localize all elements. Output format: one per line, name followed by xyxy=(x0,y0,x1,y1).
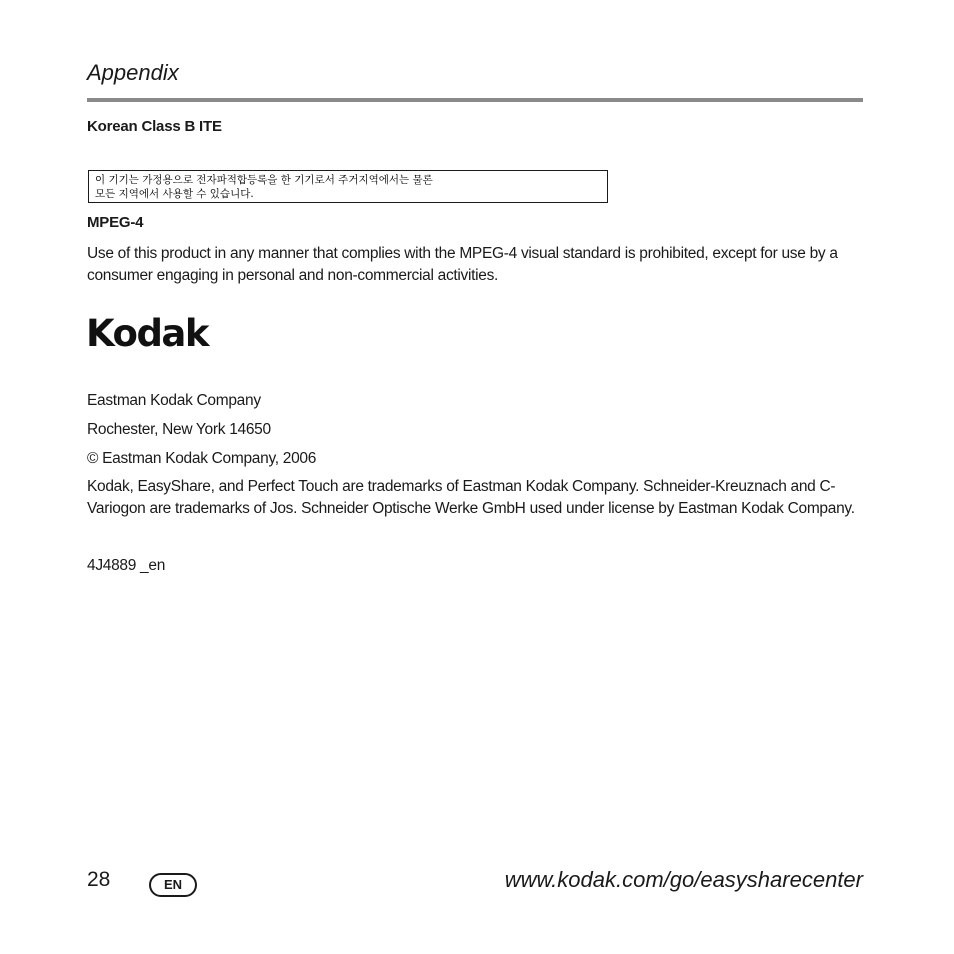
footer-url-link[interactable]: www.kodak.com/go/easysharecenter xyxy=(504,867,863,892)
kodak-logo: Kodak xyxy=(86,312,208,355)
korean-class-heading: Korean Class B ITE xyxy=(87,118,222,135)
company-name: Eastman Kodak Company xyxy=(87,392,261,409)
mpeg4-body: Use of this product in any manner that complies with the MPEG-4 visual standard is prohibited, except for use by a consumer engaging in personal and non-commercial activities. xyxy=(87,245,838,284)
page-number: 28 xyxy=(87,868,111,891)
korean-notice-box xyxy=(88,170,608,203)
company-address: Rochester, New York 14650 xyxy=(87,421,271,438)
korean-notice-line-2: 모든 지역에서 사용할 수 있습니다. xyxy=(95,188,254,200)
mpeg4-heading: MPEG-4 xyxy=(87,214,144,231)
copyright-notice: © Eastman Kodak Company, 2006 xyxy=(87,450,317,467)
part-number: 4J4889 _en xyxy=(87,557,166,574)
korean-notice-line-1: 이 기기는 가정용으로 전자파적합등록을 한 기기로서 주거지역에서는 물론 xyxy=(95,174,433,186)
language-badge: EN xyxy=(149,873,197,897)
header-rule xyxy=(87,98,863,102)
trademark-notice: Kodak, EasyShare, and Perfect Touch are trademarks of Eastman Kodak Company. Schneider-Kreuznach and C-Variogon are trademarks of Jos. Schneider Optische Werke GmbH used under license by Eastman Kodak Company. xyxy=(87,478,855,517)
page-header-title: Appendix xyxy=(87,60,179,85)
